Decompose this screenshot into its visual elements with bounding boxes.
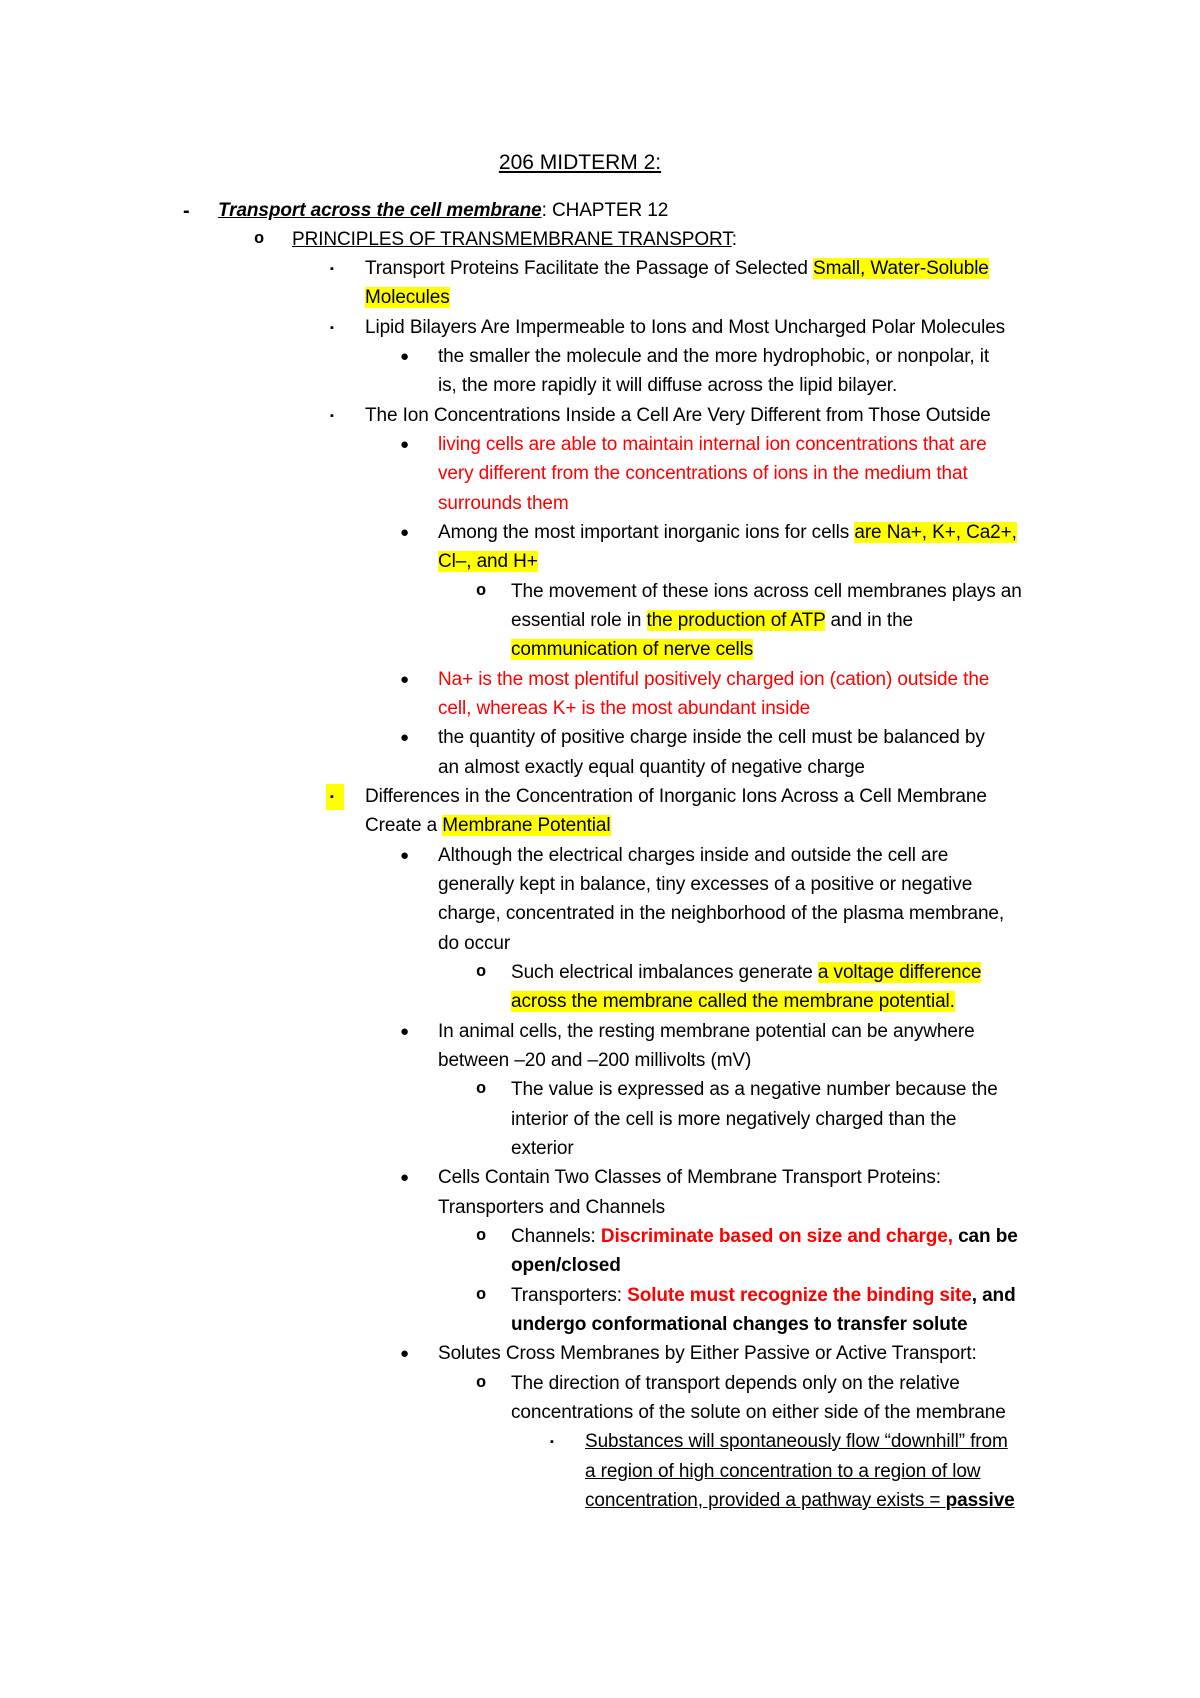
list-item bbox=[438, 520, 1017, 546]
text: Transport Proteins Facilitate the Passage of Selected bbox=[365, 258, 814, 279]
square-bullet: ▪ bbox=[330, 410, 334, 422]
text: concentration, provided a pathway exists = bbox=[585, 1490, 946, 1511]
text: and in the bbox=[825, 610, 914, 631]
list-item: The movement of these ions across cell membranes plays an bbox=[511, 581, 1022, 602]
highlighted-text: Membrane Potential bbox=[442, 815, 611, 836]
round-bullet: ● bbox=[400, 348, 410, 365]
list-item bbox=[365, 256, 989, 282]
section-heading bbox=[218, 198, 668, 224]
round-bullet: ● bbox=[400, 1169, 410, 1186]
circle-bullet: o bbox=[476, 1374, 487, 1393]
list-item-continuation bbox=[511, 608, 913, 634]
list-item: Differences in the Concentration of Inorganic Ions Across a Cell Membrane bbox=[365, 786, 987, 807]
round-bullet: ● bbox=[400, 524, 410, 541]
list-item-continuation: Transporters and Channels bbox=[438, 1197, 666, 1218]
heading-colon: : bbox=[541, 200, 547, 221]
round-bullet: ● bbox=[400, 436, 410, 453]
circle-bullet: o bbox=[254, 230, 265, 249]
circle-bullet: o bbox=[476, 1227, 487, 1246]
list-item: living cells are able to maintain internal ion concentrations that are bbox=[438, 434, 987, 455]
list-item-continuation: open/closed bbox=[511, 1255, 621, 1276]
list-item-continuation: concentrations of the solute on either side of the membrane bbox=[511, 1402, 1006, 1423]
list-item-continuation: surrounds them bbox=[438, 493, 569, 514]
circle-bullet: o bbox=[476, 963, 487, 982]
list-item: Na+ is the most plentiful positively charged ion (cation) outside the bbox=[438, 669, 990, 690]
list-item-continuation: exterior bbox=[511, 1138, 574, 1159]
highlighted-text: a voltage difference bbox=[817, 962, 982, 983]
list-item-continuation: generally kept in balance, tiny excesses of a positive or negative bbox=[438, 874, 973, 895]
list-item-continuation: a region of high concentration to a region of low bbox=[585, 1461, 981, 1482]
text: Among the most important inorganic ions for cells bbox=[438, 522, 855, 543]
document-title: 206 MIDTERM 2: bbox=[498, 151, 662, 174]
square-bullet: ▪ bbox=[326, 784, 344, 810]
subsection-colon: : bbox=[731, 229, 737, 250]
heading-chapter: CHAPTER 12 bbox=[546, 200, 669, 221]
list-item: Substances will spontaneously flow “downhill” from bbox=[585, 1431, 1008, 1452]
subsection-heading bbox=[292, 227, 737, 253]
list-item-continuation: cell, whereas K+ is the most abundant inside bbox=[438, 698, 811, 719]
list-item bbox=[511, 1283, 1016, 1309]
round-bullet: ● bbox=[400, 847, 410, 864]
list-item-continuation: undergo conformational changes to transfer solute bbox=[511, 1314, 968, 1335]
list-item-continuation bbox=[438, 549, 538, 575]
highlighted-text: Small, Water-Soluble bbox=[813, 258, 989, 279]
list-item-continuation bbox=[511, 637, 753, 663]
text: essential role in bbox=[511, 610, 647, 631]
list-item-continuation: very different from the concentrations of ions in the medium that bbox=[438, 463, 968, 484]
list-item: The direction of transport depends only on the relative bbox=[511, 1373, 960, 1394]
list-item-continuation: is, the more rapidly it will diffuse across the lipid bilayer. bbox=[438, 375, 898, 396]
round-bullet: ● bbox=[400, 1023, 410, 1040]
list-item: Cells Contain Two Classes of Membrane Transport Proteins: bbox=[438, 1167, 941, 1188]
highlighted-text: across the membrane called the membrane potential. bbox=[511, 991, 955, 1012]
list-item bbox=[511, 1224, 1018, 1250]
list-item-continuation: charge, concentrated in the neighborhood of the plasma membrane, bbox=[438, 903, 1005, 924]
bold-text: , and bbox=[971, 1285, 1016, 1306]
text: Such electrical imbalances generate bbox=[511, 962, 818, 983]
round-bullet: ● bbox=[400, 671, 410, 688]
list-item-continuation bbox=[365, 285, 450, 311]
list-item: Solutes Cross Membranes by Either Passive or Active Transport: bbox=[438, 1343, 977, 1364]
highlighted-text: Cl–, and H+ bbox=[438, 551, 538, 572]
list-item-continuation bbox=[585, 1488, 1015, 1514]
red-bold-text: Solute must recognize the binding site bbox=[627, 1285, 972, 1306]
subsection-label: PRINCIPLES OF TRANSMEMBRANE TRANSPORT bbox=[292, 229, 732, 250]
highlighted-text: Molecules bbox=[365, 287, 450, 308]
red-bold-text: Discriminate based on size and charge, bbox=[600, 1226, 953, 1247]
bold-text: passive bbox=[945, 1490, 1015, 1511]
highlighted-text: communication of nerve cells bbox=[511, 639, 754, 660]
highlighted-text: are Na+, K+, Ca2+, bbox=[854, 522, 1017, 543]
round-bullet: ● bbox=[400, 729, 410, 746]
text: Channels: bbox=[511, 1226, 601, 1247]
list-item: the smaller the molecule and the more hydrophobic, or nonpolar, it bbox=[438, 346, 990, 367]
list-item: The Ion Concentrations Inside a Cell Are Very Different from Those Outside bbox=[365, 405, 991, 426]
square-bullet: ▪ bbox=[550, 1436, 554, 1448]
list-item: the quantity of positive charge inside the cell must be balanced by bbox=[438, 727, 985, 748]
highlighted-text: the production of ATP bbox=[646, 610, 826, 631]
list-item-continuation: interior of the cell is more negatively charged than the bbox=[511, 1109, 957, 1130]
list-item-continuation bbox=[365, 813, 611, 839]
list-item-continuation: between –20 and –200 millivolts (mV) bbox=[438, 1050, 752, 1071]
list-item: In animal cells, the resting membrane potential can be anywhere bbox=[438, 1021, 975, 1042]
list-item-continuation: do occur bbox=[438, 933, 511, 954]
square-bullet: ▪ bbox=[330, 322, 334, 334]
text: Transporters: bbox=[511, 1285, 628, 1306]
list-item-continuation bbox=[511, 989, 955, 1015]
list-item bbox=[511, 960, 981, 986]
list-item: The value is expressed as a negative number because the bbox=[511, 1079, 998, 1100]
square-bullet: ▪ bbox=[330, 263, 334, 275]
circle-bullet: o bbox=[476, 582, 487, 601]
heading-label: Transport across the cell membrane bbox=[218, 200, 542, 221]
bold-text: can be bbox=[952, 1226, 1018, 1247]
round-bullet: ● bbox=[400, 1345, 410, 1362]
list-item: Although the electrical charges inside and outside the cell are bbox=[438, 845, 949, 866]
text: Create a bbox=[365, 815, 443, 836]
list-item: Lipid Bilayers Are Impermeable to Ions and Most Uncharged Polar Molecules bbox=[365, 317, 1006, 338]
list-item-continuation: an almost exactly equal quantity of negative charge bbox=[438, 757, 865, 778]
dash-bullet: - bbox=[183, 200, 190, 222]
circle-bullet: o bbox=[476, 1080, 487, 1099]
circle-bullet: o bbox=[476, 1286, 487, 1305]
